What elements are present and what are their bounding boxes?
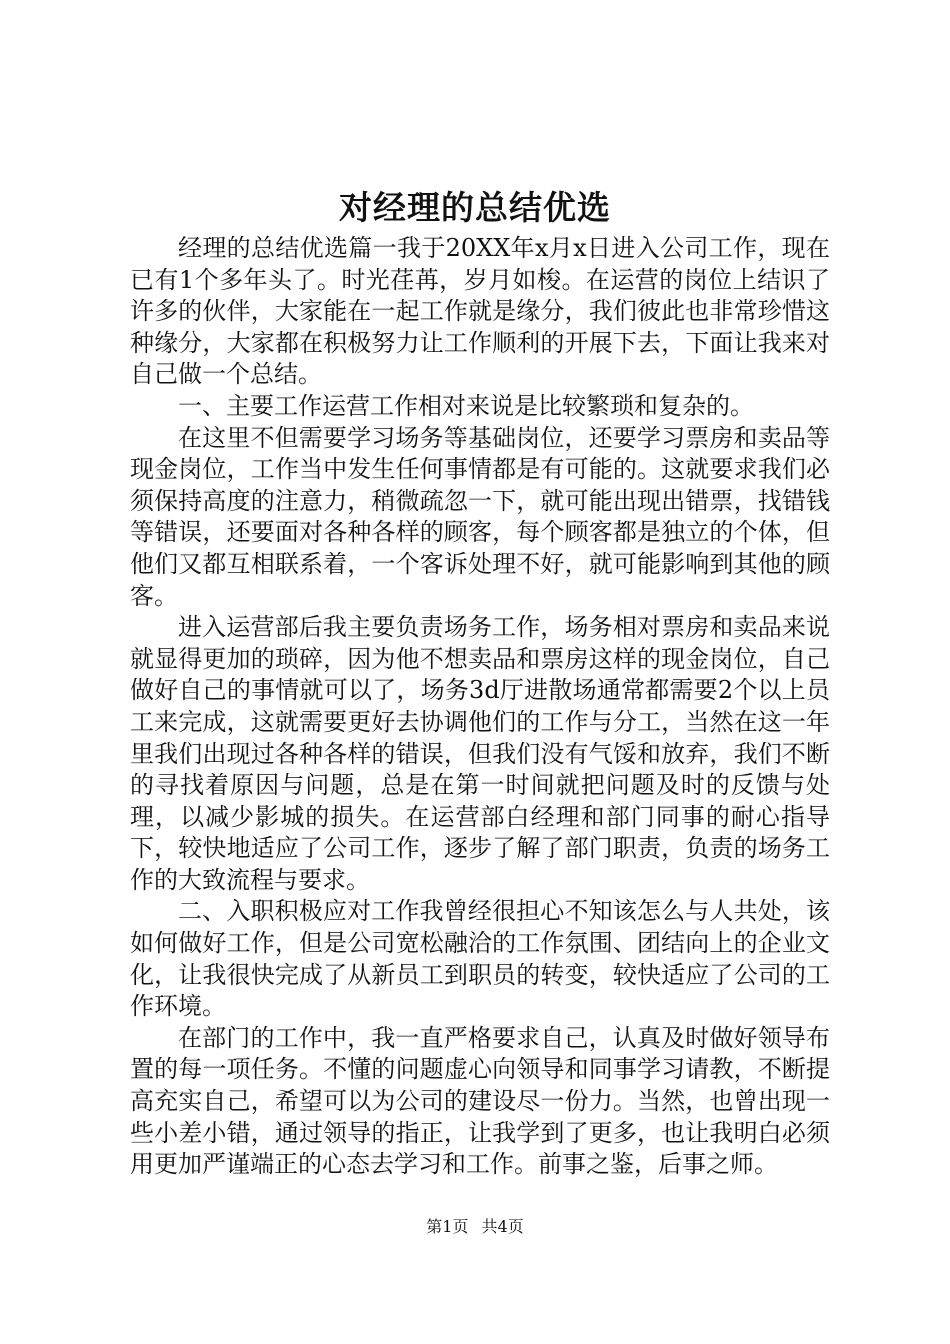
paragraph: 在部门的工作中，我一直严格要求自己，认真及时做好领导布置的每一项任务。不懂的问题虚心向领导和同事学习请教，不断提高充实自己，希望可以为公司的建设尽一份力。当然，也曾出现一些小差小错，通过领导的指正，让我学到了更多，也让我明白必须用更加严谨端正的心态去学习和工作。前事之鉴，后事之师。 — [130, 1023, 830, 1179]
document-title: 对经理的总结优选 — [339, 188, 611, 227]
paragraph: 一、主要工作运营工作相对来说是比较繁琐和复杂的。 — [178, 391, 754, 420]
page-footer — [0, 1216, 950, 1238]
page-number: 第1页 — [426, 1217, 469, 1236]
page-total: 共4页 — [481, 1217, 524, 1236]
paragraph: 经理的总结优选篇一我于20XX年x月x日进入公司工作，现在已有1个多年头了。时光荏苒，岁月如梭。在运营的岗位上结识了许多的伙伴，大家能在一起工作就是缘分，我们彼此也非常珍惜这种缘分，大家都在积极努力让工作顺利的开展下去，下面让我来对自己做一个总结。 — [130, 234, 830, 389]
document-body — [130, 233, 830, 1181]
paragraph: 二、入职积极应对工作我曾经很担心不知该怎么与人共处，该如何做好工作，但是公司宽松融洽的工作氛围、团结向上的企业文化，让我很快完成了从新员工到职员的转变，较快适应了公司的工作环境。 — [130, 897, 830, 1021]
paragraph: 进入运营部后我主要负责场务工作，场务相对票房和卖品来说就显得更加的琐碎，因为他不想卖品和票房这样的现金岗位，自己做好自己的事情就可以了，场务3d厅进散场通常都需要2个以上员工来完成，这就需要更好去协调他们的工作与分工，当然在这一年里我们出现过各种各样的错误，但我们没有气馁和放弃，我们不断的寻找着原因与问题，总是在第一时间就把问题及时的反馈与处理，以减少影城的损失。在运营部白经理和部门同事的耐心指导下，较快地适应了公司工作，逐步了解了部门职责，负责的场务工作的大致流程与要求。 — [130, 613, 830, 894]
paragraph: 在这里不但需要学习场务等基础岗位，还要学习票房和卖品等现金岗位，工作当中发生任何事情都是有可能的。这就要求我们必须保持高度的注意力，稍微疏忽一下，就可能出现出错票，找错钱等错误，还要面对各种各样的顾客，每个顾客都是独立的个体，但他们又都互相联系着，一个客诉处理不好，就可能影响到其他的顾客。 — [130, 423, 830, 610]
